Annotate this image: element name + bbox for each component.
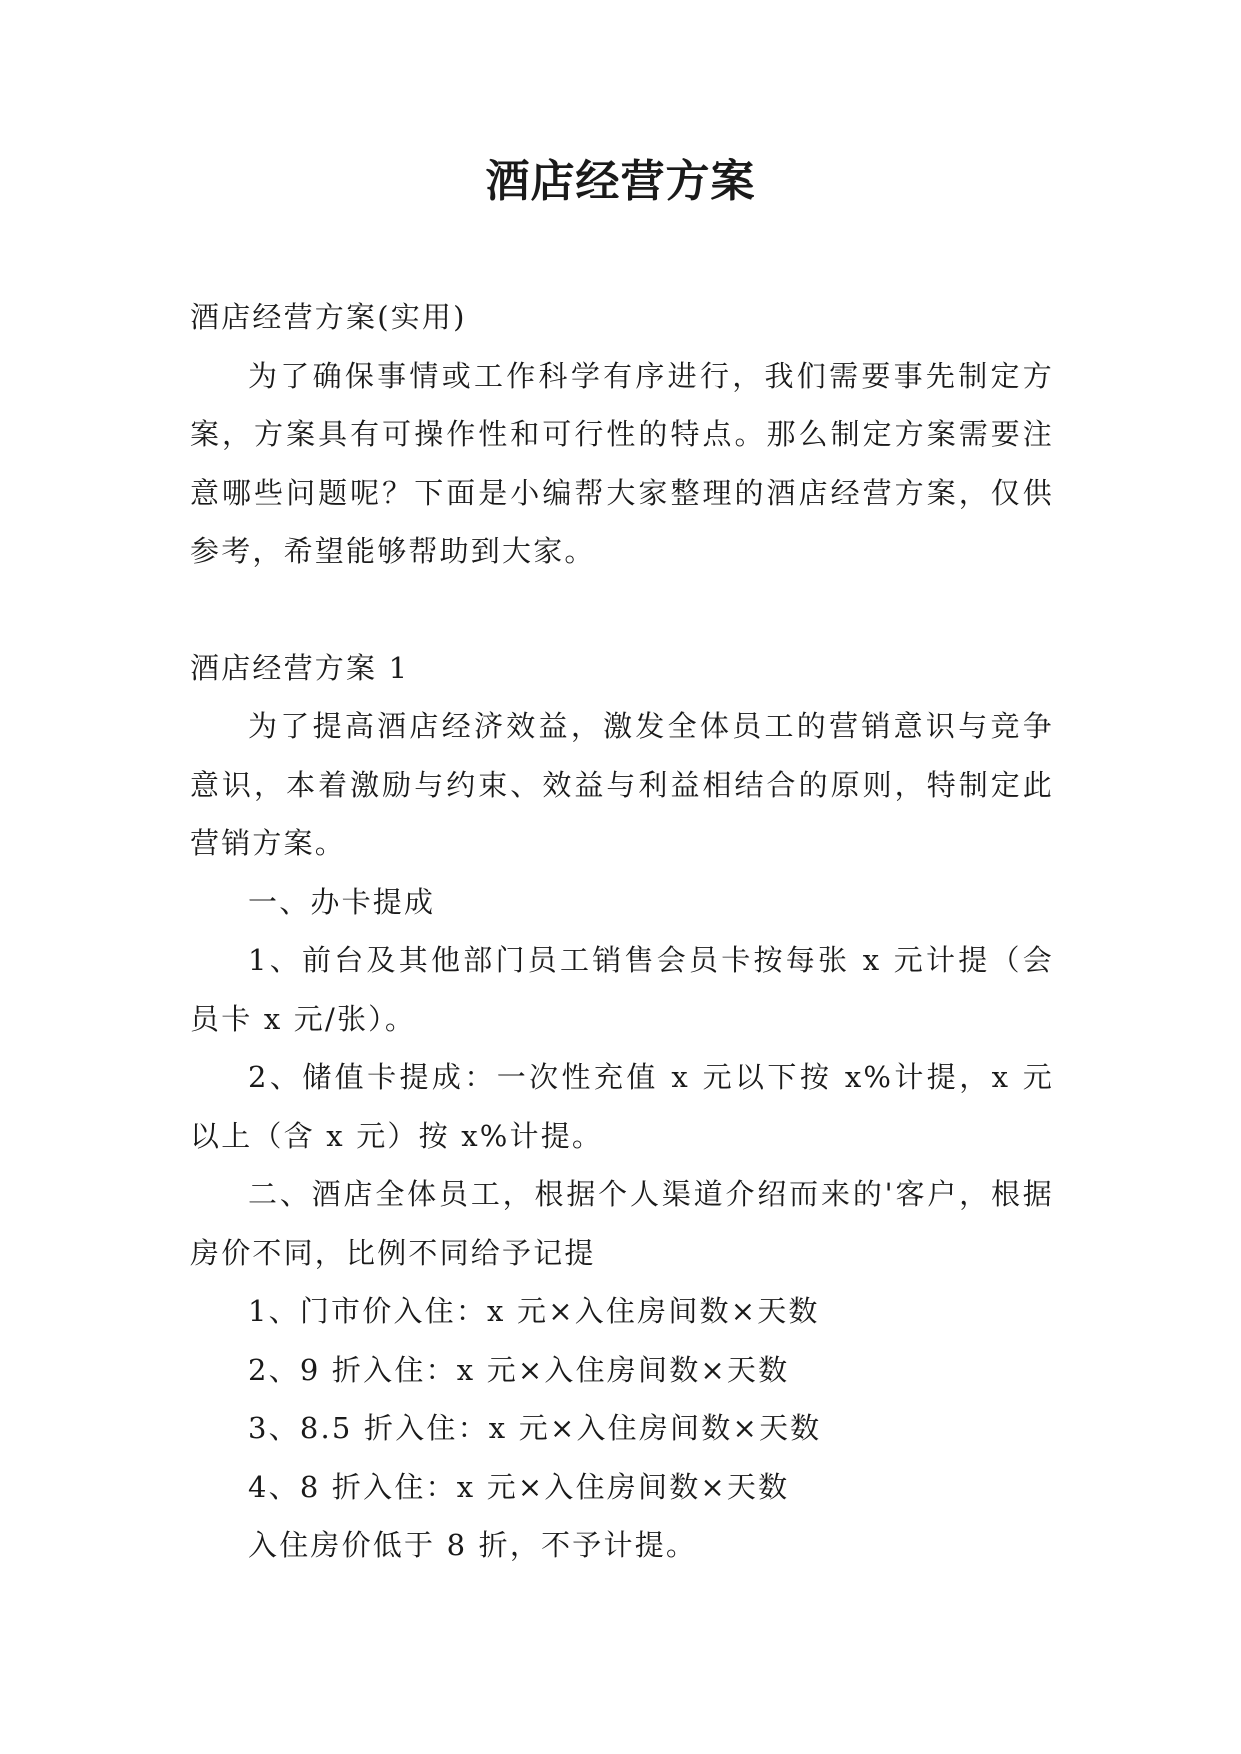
section-intro-paragraph: 为了提高酒店经济效益，激发全体员工的营销意识与竞争意识，本着激励与约束、效益与利益相结合的原则，特制定此营销方案。 — [190, 709, 1054, 860]
document-body — [190, 288, 1054, 1575]
section-heading: 酒店经营方案 1 — [190, 650, 410, 685]
list-item-stored-value-card: 2、储值卡提成：一次性充值 x 元以下按 x%计提，x 元以上（含 x 元）按 x%计提。 — [190, 1060, 1054, 1153]
subtitle-paragraph: 酒店经营方案(实用) — [190, 300, 467, 334]
list-item-membership-card: 1、前台及其他部门员工销售会员卡按每张 x 元计提（会员卡 x 元/张）。 — [190, 943, 1054, 1036]
note-paragraph: 入住房价低于 8 折，不予计提。 — [248, 1528, 698, 1562]
subheading-card-commission: 一、办卡提成 — [248, 884, 436, 919]
list-item-rack-rate: 1、门市价入住：x 元×入住房间数×天数 — [248, 1294, 820, 1328]
intro-paragraph: 为了确保事情或工作科学有序进行，我们需要事先制定方案，方案具有可操作性和可行性的特点。那么制定方案需要注意哪些问题呢？下面是小编帮大家整理的酒店经营方案，仅供参考，希望能够帮助到大家。 — [190, 358, 1054, 568]
list-item-90-percent: 2、9 折入住：x 元×入住房间数×天数 — [248, 1352, 790, 1387]
list-item-85-percent: 3、8.5 折入住：x 元×入住房间数×天数 — [248, 1411, 822, 1445]
list-item-80-percent: 4、8 折入住：x 元×入住房间数×天数 — [248, 1469, 790, 1504]
subheading-staff-referral: 二、酒店全体员工，根据个人渠道介绍而来的'客户，根据房价不同，比例不同给予记提 — [190, 1177, 1054, 1270]
section-gap — [190, 581, 1054, 639]
document-title: 酒店经营方案 — [485, 156, 756, 207]
